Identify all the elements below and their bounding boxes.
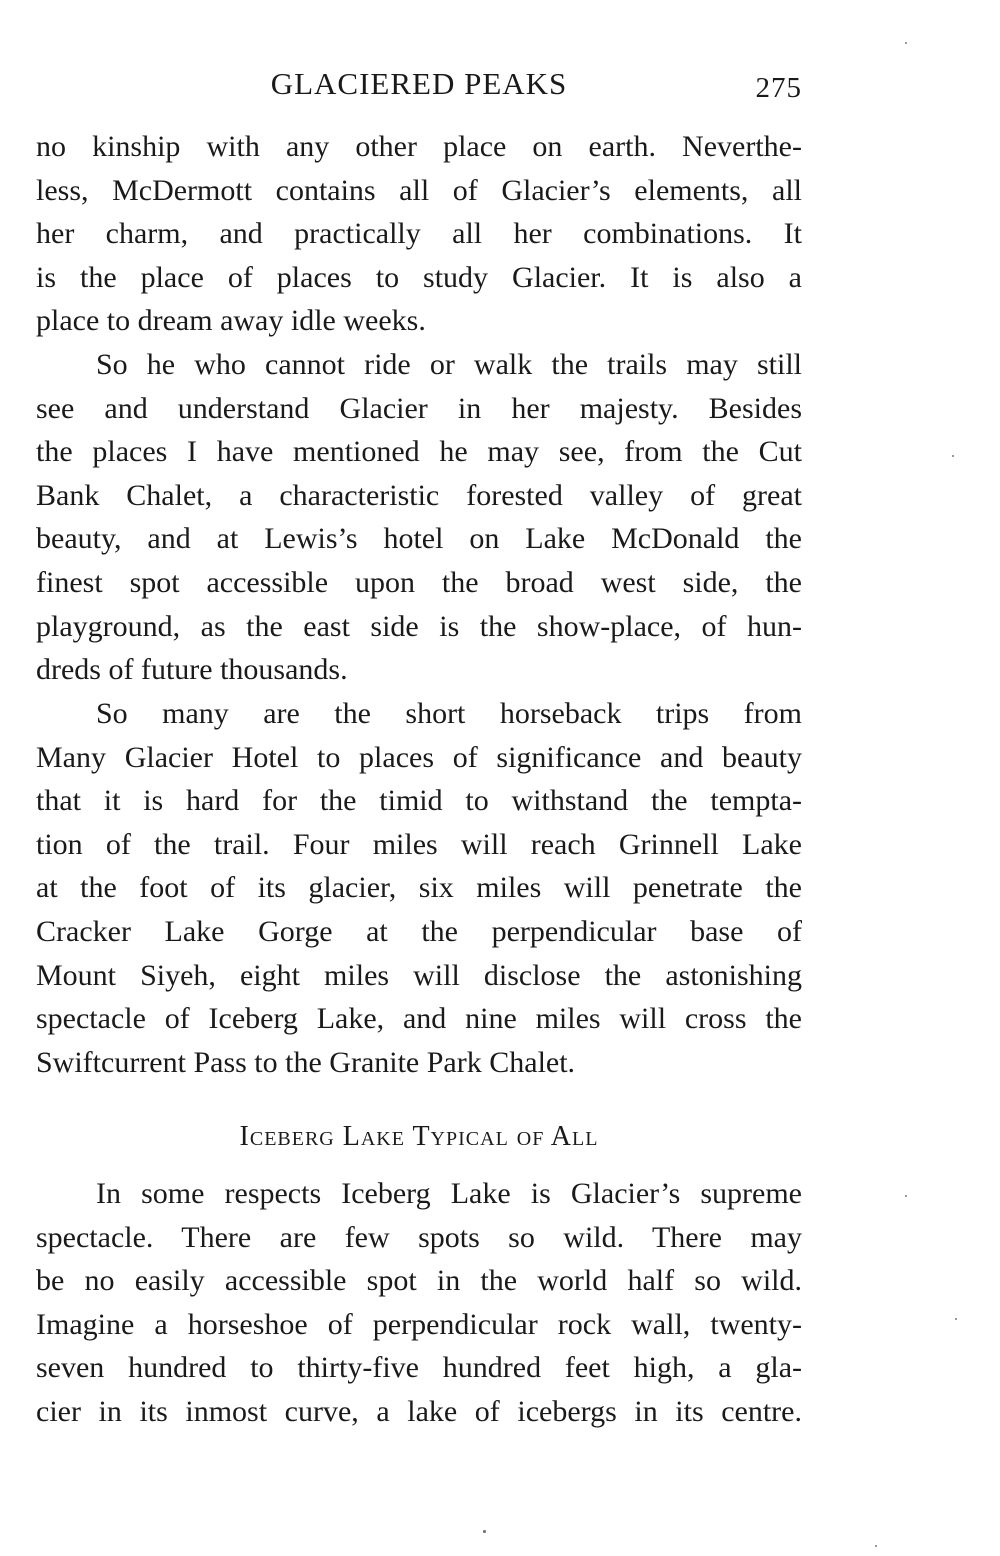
- paragraph-3: [36, 692, 802, 1084]
- text-line: at the foot of its glacier, six miles will penetrate the: [36, 871, 802, 905]
- text-line: Cracker Lake Gorge at the perpendicular base of: [36, 914, 802, 948]
- paragraph-4: [36, 1172, 802, 1434]
- text-line: place to dream away idle weeks.: [36, 304, 426, 338]
- text-line: her charm, and practically all her combinations. It: [36, 217, 802, 251]
- text-line: be no easily accessible spot in the world half so wild.: [36, 1264, 802, 1298]
- scan-speck: [905, 42, 907, 44]
- paragraph-2: [36, 343, 802, 692]
- text-line: is the place of places to study Glacier. It is also a: [36, 260, 802, 294]
- paragraph-1: [36, 125, 802, 343]
- text-line: spectacle. There are few spots so wild. There may: [36, 1220, 802, 1254]
- scan-speck: [905, 1195, 907, 1197]
- text-line: So he who cannot ride or walk the trails may still: [96, 348, 802, 381]
- running-head: [36, 66, 802, 110]
- text-line: playground, as the east side is the show-place, of hun-: [36, 609, 802, 643]
- text-line: no kinship with any other place on earth. Neverthe-: [36, 130, 802, 163]
- text-line: finest spot accessible upon the broad west side, the: [36, 565, 802, 599]
- text-line: Many Glacier Hotel to places of significance and beauty: [36, 740, 802, 774]
- text-line: see and understand Glacier in her majesty. Besides: [36, 391, 802, 425]
- text-line: So many are the short horseback trips from: [96, 697, 802, 730]
- scan-speck: [955, 1318, 957, 1320]
- text-line: Swiftcurrent Pass to the Granite Park Chalet.: [36, 1045, 576, 1079]
- page-number: 275: [755, 72, 802, 104]
- text-line: tion of the trail. Four miles will reach Grinnell Lake: [36, 827, 802, 861]
- text-line: that it is hard for the timid to withstand the tempta-: [36, 784, 802, 818]
- scan-speck: [875, 1545, 877, 1547]
- text-line: the places I have mentioned he may see, from the Cut: [36, 435, 802, 469]
- text-line: In some respects Iceberg Lake is Glacier’s supreme: [96, 1177, 802, 1210]
- section-heading: Iceberg Lake Typical of All: [239, 1121, 599, 1152]
- text-line: spectacle of Iceberg Lake, and nine miles will cross the: [36, 1002, 802, 1036]
- running-title: GLACIERED PEAKS: [270, 66, 568, 101]
- scan-speck: [483, 1530, 486, 1533]
- text-line: dreds of future thousands.: [36, 653, 348, 687]
- text-line: beauty, and at Lewis’s hotel on Lake McDonald the: [36, 522, 802, 556]
- text-line: cier in its inmost curve, a lake of icebergs in its centre.: [36, 1394, 802, 1428]
- text-line: Mount Siyeh, eight miles will disclose the astonishing: [36, 958, 802, 992]
- text-line: seven hundred to thirty-five hundred feet high, a gla-: [36, 1351, 802, 1385]
- text-line: Bank Chalet, a characteristic forested valley of great: [36, 478, 802, 512]
- text-line: Imagine a horseshoe of perpendicular rock wall, twenty-: [36, 1307, 802, 1341]
- scan-speck: [952, 455, 954, 457]
- text-line: less, McDermott contains all of Glacier’s elements, all: [36, 173, 802, 207]
